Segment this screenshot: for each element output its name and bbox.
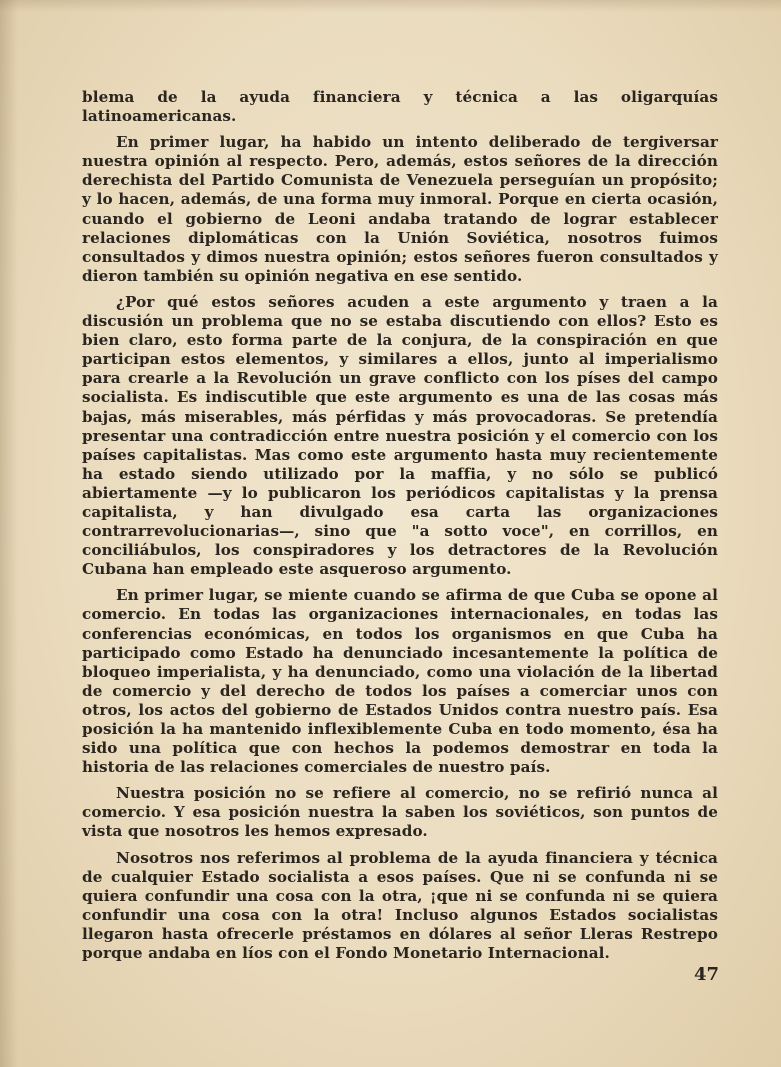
paragraph: En primer lugar, se miente cuando se afirma de que Cuba se opone al comercio. En todas las organizaciones internacionales, en todas las conferencias económicas, en todos los organismos en que Cuba ha participado como Estado ha denunciado incesantemente la política de bloqueo imperialista, y ha denunciado, como una violación de la libertad de comercio y del derecho de todos los países a comerciar unos con otros, los actos del gobierno de Estados Unidos contra nuestro país. Esa posición la ha mantenido inflexiblemente Cuba en todo momento, ésa ha sido una política que con hechos la podemos demostrar en toda la historia de las relaciones comerciales de nuestro país. [82, 586, 718, 777]
paragraph: Nuestra posición no se refiere al comercio, no se refirió nunca al comercio. Y esa posición nuestra la saben los soviéticos, son puntos de vista que nosotros les hemos expresado. [82, 784, 718, 841]
paragraph: En primer lugar, ha habido un intento deliberado de tergiversar nuestra opinión al respecto. Pero, además, estos señores de la dirección derechista del Partido Comunista de Venezuela perseguían un propósito; y lo hacen, además, de una forma muy inmoral. Porque en cierta ocasión, cuando el gobierno de Leoni andaba tratando de lograr establecer relaciones diplomáticas con la Unión Soviética, nosotros fuimos consultados y dimos nuestra opinión; estos señores fueron consultados y dieron también su opinión negativa en ese sentido. [82, 133, 718, 285]
paragraph: ¿Por qué estos señores acuden a este argumento y traen a la discusión un problema que no se estaba discutiendo con ellos? Esto es bien claro, esto forma parte de la conjura, de la conspiración en que participan estos elementos, y similares a ellos, junto al imperialismo para crearle a la Revolución un grave conflicto con los píses del campo socialista. Es indiscutible que este argumento es una de las cosas más bajas, más miserables, más pérfidas y más provocadoras. Se pretendía presentar una contradicción entre nuestra posición y el comercio con los países capitalistas. Mas como este argumento hasta muy recientemente ha estado siendo utilizado por la maffia, y no sólo se publicó abiertamente —y lo publicaron los periódicos capitalistas y la prensa capitalista, y han divulgado esa carta las organizaciones contrarrevolucionarias—, sino que "a sotto voce", en corrillos, en conciliábulos, los conspiradores y los detractores de la Revolución Cubana han empleado este asqueroso argumento. [82, 292, 718, 579]
page-edge-shadow [0, 0, 18, 1067]
paragraph-continued: blema de la ayuda financiera y técnica a las oligarquías latinoamericanas. [82, 88, 718, 126]
body-text [82, 88, 718, 970]
page-number: 47 [694, 964, 720, 985]
page-top-shadow [0, 0, 781, 12]
paragraph: Nosotros nos referimos al problema de la ayuda financiera y técnica de cualquier Estado socialista a esos países. Que ni se confunda ni se quiera confundir una cosa con la otra, ¡que ni se confunda ni se quiera confundir una cosa con la otra! Incluso algunos Estados socialistas llegaron hasta ofrecerle préstamos en dólares al señor Lleras Restrepo porque andaba en líos con el Fondo Monetario Internacional. [82, 848, 718, 963]
